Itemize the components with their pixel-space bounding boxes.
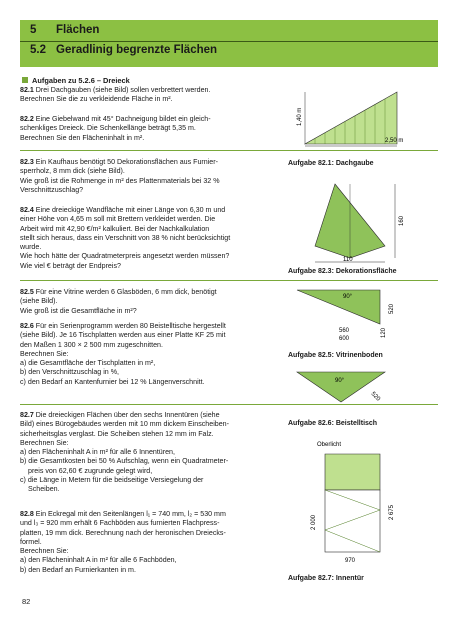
tuer-panel (325, 490, 380, 552)
figure-vitrinenboden (285, 286, 435, 346)
divider (20, 280, 438, 281)
caption-82-6: Aufgabe 82.6: Beistelltisch (288, 420, 378, 427)
deko-height-label: 160 (399, 215, 405, 226)
caption-82-5: Aufgabe 82.5: Vitrinenboden (288, 352, 383, 359)
task-82-6: 82.6 Für ein Serienprogramm werden 80 Beistelltische hergestellt (siehe Bild). Je 16 Tischplatten werden aus einer Platte KF 25 mit den Maßen 1 300 × 2 500 mm zugeschnitten. Berechnen Sie: a) die Gesamtfläche der Tischplatten in m², b) den Verschnittzuschlag in %, c) den Bedarf an Kantenfurnier bei 12 % Längenverschnitt. (20, 322, 226, 386)
tuer-height2-label: 2 675 (389, 504, 395, 520)
figure-dekorationsflaeche (285, 176, 435, 266)
gaube-width-label: 2,50 m (385, 138, 404, 144)
tuer-height1-label: 2 000 (311, 514, 317, 530)
gaube-triangle (305, 92, 397, 144)
exercise-section-label: Aufgaben zu 5.2.6 – Dreieck (22, 76, 130, 85)
task-82-1: 82.1 Drei Dachgauben (siehe Bild) sollen verbrettert werden. Berechnen Sie die zu verkleidende Fläche in m². (20, 86, 211, 104)
tuer-oberlicht-label: Oberlicht (317, 442, 342, 448)
task-82-3: 82.3 Ein Kaufhaus benötigt 50 Dekorationsflächen aus Furnier- sperrholz, 8 mm dick (siehe Bild). Wie groß ist die Rohmenge in m² des Plattenmaterials bei 32 % Verschnittzuschlag? (20, 158, 220, 194)
task-82-7: 82.7 Die dreieckigen Flächen über den sechs Innentüren (siehe Bild) eines Bürogebäudes werden mit 10 mm dickem Einscheiben- sicherheitsglas verglast. Die Scheiben stehen 12 mm im Falz. Berechnen Sie: a) den Flächeninhalt A in m² für alle 6 Innentüren, b) die Gesamtkosten bei 50 % Aufschlag, wenn ein Quadratmeter- preis von 62,60 € zugrunde gelegt wird, c) die Länge in Metern für die beidseitige Versiegelung der Scheiben. (20, 411, 229, 494)
tuer-oberlicht (325, 454, 380, 490)
tuer-width-label: 970 (345, 558, 356, 564)
deko-width-label: 110 (343, 257, 353, 263)
tisch-side-label: 520 (369, 391, 381, 403)
caption-82-3: Aufgabe 82.3: Dekorationsfläche (288, 268, 397, 275)
vitrine-angle-label: 90° (343, 294, 353, 300)
task-82-2: 82.2 Eine Giebelwand mit 45° Dachneigung bildet ein gleich- schenkliges Dreieck. Die Schenkellänge beträgt 5,35 m. Berechnen Sie den Flächeninhalt in m². (20, 115, 211, 142)
header-divider (20, 41, 438, 42)
vitrine-shape (297, 290, 380, 324)
figure-beistelltisch (285, 366, 435, 412)
task-82-8: 82.8 Ein Eckregal mit den Seitenlängen l₁ = 740 mm, l₂ = 530 mm und l₃ = 920 mm erhält 6 Fachböden aus furnierten Flachpress- platten, 19 mm dick. Berechnung nach der heronischen Dreiecks- formel. Berechnen Sie: a) den Flächeninhalt A in m² für alle 6 Fachböden, b) den Bedarf an Furnierkanten in m. (20, 510, 226, 574)
gaube-height-label: 1,40 m (297, 107, 303, 126)
bullet-square-icon (22, 77, 28, 83)
figure-dachgaube (285, 82, 435, 150)
section-title: 5.2 Geradlinig begrenzte Flächen (30, 44, 218, 56)
page-number: 82 (22, 597, 31, 606)
vitrine-height1-label: 520 (389, 303, 395, 314)
caption-82-1: Aufgabe 82.1: Dachgaube (288, 160, 374, 167)
chapter-title: 5 Flächen (30, 24, 100, 36)
figure-innentuer (285, 434, 435, 570)
chapter-header (20, 20, 438, 67)
vitrine-width1-label: 560 (339, 328, 350, 334)
task-82-5: 82.5 Für eine Vitrine werden 6 Glasböden, 6 mm dick, benötigt (siehe Bild). Wie groß ist die Gesamtfläche in m²? (20, 288, 217, 315)
caption-82-7: Aufgabe 82.7: Innentür (288, 575, 364, 582)
tisch-angle-label: 90° (335, 378, 345, 384)
vitrine-height2-label: 120 (381, 327, 387, 338)
task-82-4: 82.4 Eine dreieckige Wandfläche mit einer Länge von 6,30 m und einer Höhe von 4,65 m soll mit Brettern verkleidet werden. Die Arbeit wird mit 42,90 €/m² kalkuliert. Bei der Nachkalkulation stellt sich heraus, dass ein Verschnitt von 38 % nicht berücksichtigt wurde. Wie hoch hätte der Quadratmeterpreis angesetzt werden müssen? Wie viel € beträgt der Endpreis? (20, 206, 231, 270)
vitrine-width2-label: 600 (339, 336, 350, 342)
divider (20, 150, 438, 151)
